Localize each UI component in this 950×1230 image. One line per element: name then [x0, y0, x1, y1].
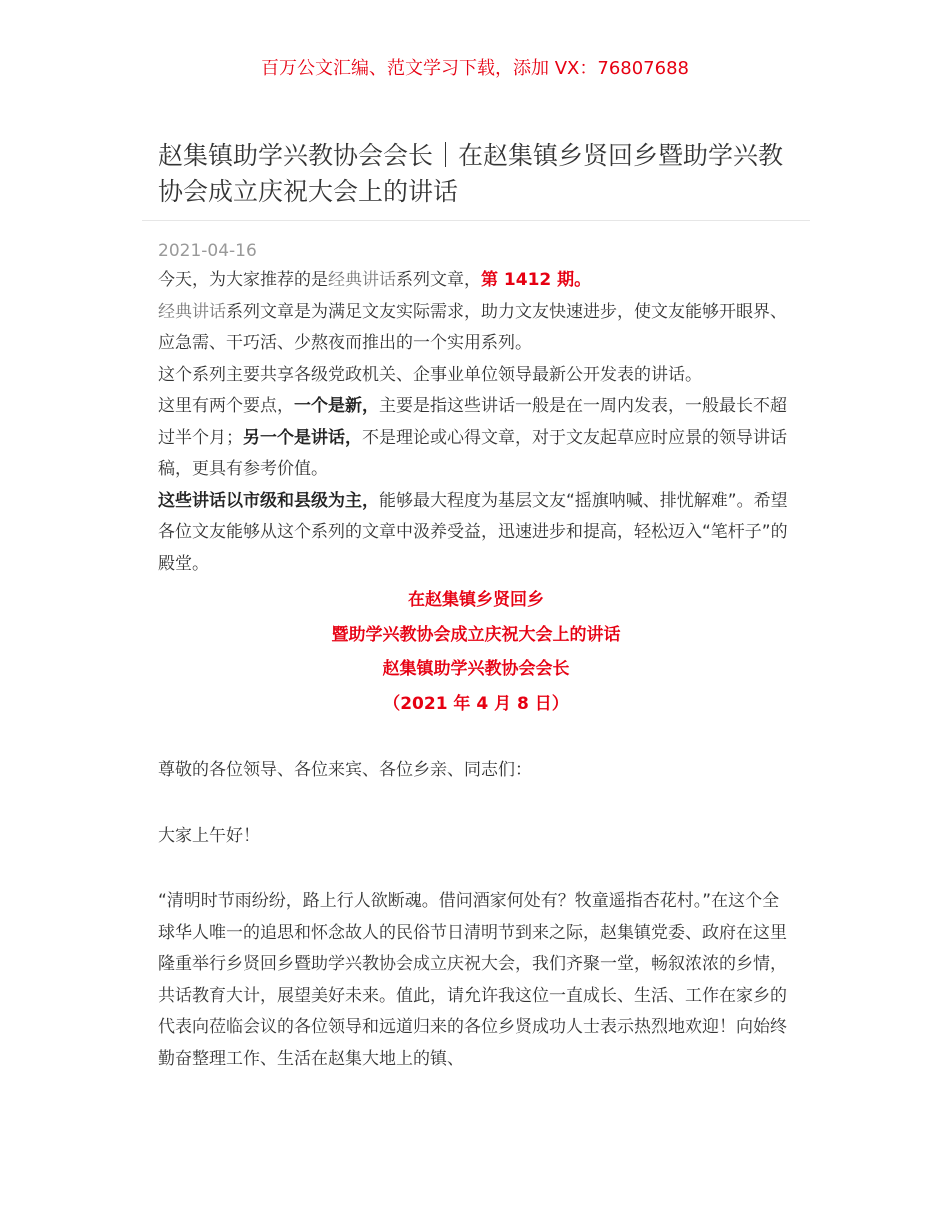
article-body — [158, 265, 794, 1075]
publish-date: 2021-04-16 — [158, 241, 257, 261]
intro-paragraph-1 — [158, 265, 794, 297]
key-point-speech: 另一个是讲话， — [243, 427, 362, 448]
speech-date: （2021 年 4 月 8 日） — [383, 693, 569, 714]
key-point-new: 一个是新， — [294, 396, 379, 416]
intro-text: 系列文章， — [396, 270, 481, 290]
intro-text: 系列文章是为满足文友实际需求，助力文友快速进步，使文友能够开眼界、应急需、干巧活、少熬夜而推出的一个实用系列。 — [158, 301, 787, 353]
article-title: 赵集镇助学兴教协会会长｜在赵集镇乡贤回乡暨助学兴教协会成立庆祝大会上的讲话 — [158, 141, 784, 206]
title-divider — [142, 220, 810, 221]
key-point-level: 这些讲话以市级和县级为主， — [158, 490, 379, 511]
spacer — [158, 721, 794, 755]
spacer — [158, 852, 794, 886]
issue-number: 第 1412 期。 — [481, 270, 592, 290]
speech-salutation: 尊敬的各位领导、各位来宾、各位乡亲、同志们： — [158, 760, 532, 780]
speech-title-line-2: 暨助学兴教协会成立庆祝大会上的讲话 — [331, 624, 621, 645]
intro-paragraph-2 — [158, 297, 794, 360]
intro-text: 这里有两个要点， — [158, 396, 294, 416]
intro-text: 今天，为大家推荐的是 — [158, 270, 328, 290]
intro-text: 不是理论或心得文章，对于文友起草应时应景的领导讲话稿，更具有参考价值。 — [158, 427, 787, 479]
speech-title-line-1: 在赵集镇乡贤回乡 — [408, 590, 544, 610]
series-name: 经典讲话 — [158, 301, 226, 322]
intro-text: 能够最大程度为基层文友“摇旗呐喊、排忧解难”。希望各位文友能够从这个系列的文章中汲养受益，迅速进步和提高，轻松迈入“笔杆子”的殿堂。 — [158, 490, 788, 574]
speech-heading — [158, 583, 794, 721]
intro-paragraph-3: 这个系列主要共享各级党政机关、企事业单位领导最新公开发表的讲话。 — [158, 364, 702, 385]
intro-paragraph-4 — [158, 391, 794, 486]
spacer — [158, 787, 794, 821]
speech-speaker: 赵集镇助学兴教协会会长 — [382, 659, 570, 679]
speech-paragraph-1: “清明时节雨纷纷，路上行人欲断魂。借问酒家何处有？牧童遥指杏花村。”在这个全球华人唯一的追思和怀念故人的民俗节日清明节到来之际，赵集镇党委、政府在这里隆重举行乡贤回乡暨助学兴教协会成立庆祝大会，我们齐聚一堂，畅叙浓浓的乡情，共话教育大计，展望美好未来。值此，请允许我这位一直成长、生活、工作在家乡的代表向莅临会议的各位领导和远道归来的各位乡贤成功人士表示热烈地欢迎！向始终勤奋整理工作、生活在赵集大地上的镇、 — [158, 891, 787, 1069]
series-name: 经典讲话 — [328, 270, 396, 290]
speech-greeting: 大家上午好！ — [158, 825, 260, 846]
intro-paragraph-5 — [158, 486, 794, 581]
promo-banner: 百万公文汇编、范文学习下载，添加 VX：76807688 — [261, 58, 689, 79]
intro-text: 主要是指这些讲话一般是在一周内发表，一般最长不超过半个月； — [158, 396, 787, 448]
